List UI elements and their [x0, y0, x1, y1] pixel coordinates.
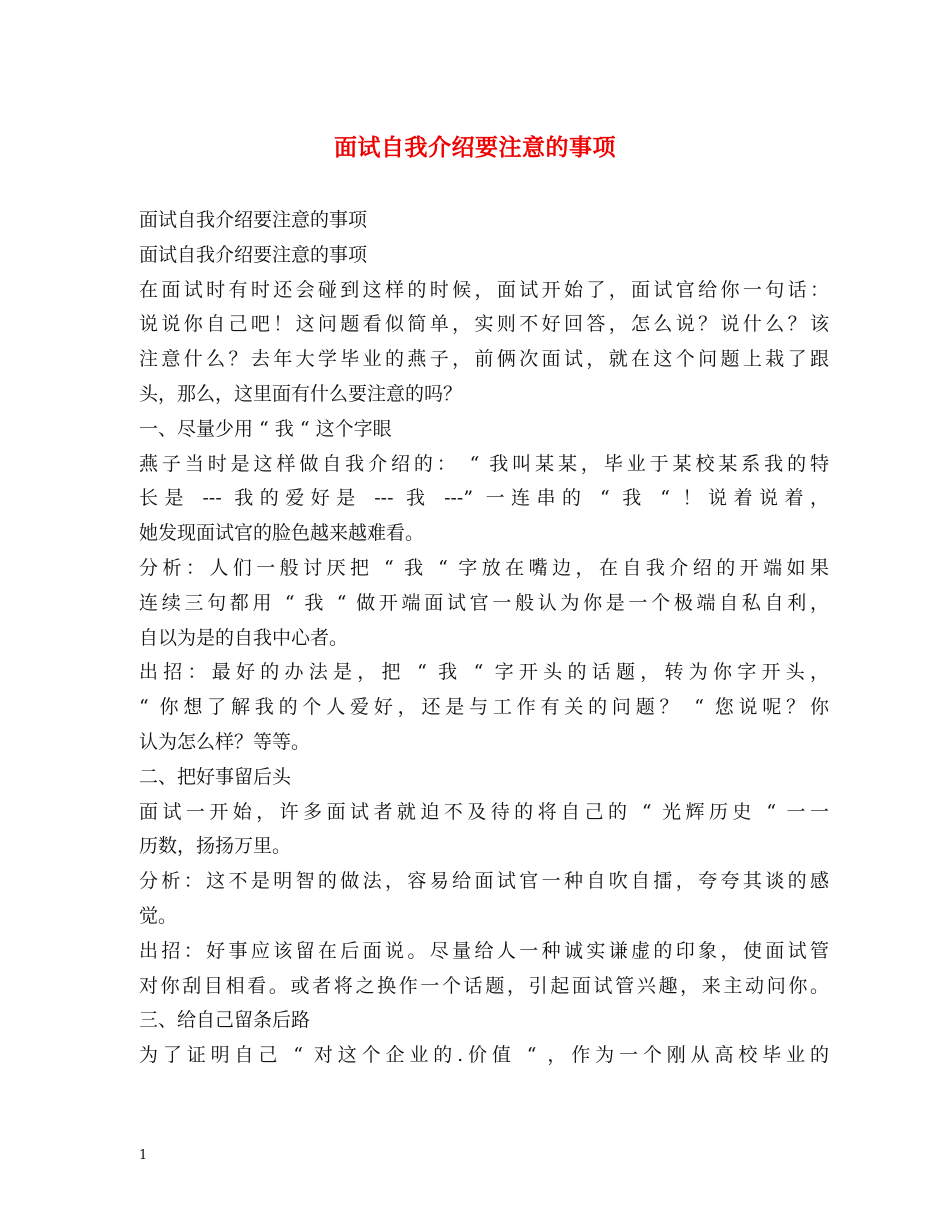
body-line: 认为怎么样？等等。 [139, 730, 311, 753]
body-line: 出招：好事应该留在后面说。尽量给人一种诚实谦虚的印象，使面试管 [139, 939, 829, 962]
body-line: 在面试时有时还会碰到这样的时候，面试开始了，面试官给你一句话： [139, 278, 829, 301]
body-line: 面试自我介绍要注意的事项 [139, 243, 368, 266]
body-line: 为了证明自己 “ 对这个企业的.价值 “ ，作为一个刚从高校毕业的 [139, 1044, 829, 1067]
body-line: 她发现面试官的脸色越来越难看。 [139, 522, 425, 545]
body-line: 燕子当时是这样做自我介绍的： “ 我叫某某，毕业于某校某系我的特 [139, 452, 829, 475]
body-line: 面试一开始，许多面试者就迫不及待的将自己的 “ 光辉历史 “ 一一 [139, 800, 829, 823]
body-line: 二、把好事留后头 [139, 765, 292, 788]
body-line: 注意什么？去年大学毕业的燕子，前俩次面试，就在这个问题上栽了跟 [139, 348, 829, 371]
body-line: 说说你自己吧！这问题看似简单，实则不好回答，怎么说？说什么？该 [139, 313, 829, 336]
body-line: 觉。 [139, 904, 178, 927]
body-line: 头，那么，这里面有什么要注意的吗？ [139, 382, 463, 405]
body-line: 分析：人们一般讨厌把 “ 我 “ 字放在嘴边，在自我介绍的开端如果 [139, 556, 829, 579]
body-line: “ 你想了解我的个人爱好，还是与工作有关的问题？ “ 您说呢？你 [139, 696, 829, 719]
page-number: 1 [139, 1148, 148, 1163]
body-line: 历数，扬扬万里。 [139, 835, 292, 858]
body-line: 自以为是的自我中心者。 [139, 626, 349, 649]
body-line: 三、给自己留条后路 [139, 1009, 311, 1032]
body-line: 出招：最好的办法是，把 “ 我 “ 字开头的话题，转为你字开头， [139, 661, 829, 684]
body-line: 对你刮目相看。或者将之换作一个话题，引起面试管兴趣，来主动问你。 [139, 974, 829, 997]
document-title: 面试自我介绍要注意的事项 [334, 134, 616, 161]
body-line: 分析：这不是明智的做法，容易给面试官一种自吹自擂，夸夸其谈的感 [139, 870, 829, 893]
body-line: 面试自我介绍要注意的事项 [139, 209, 368, 231]
body-line: 长是 --- 我的爱好是 --- 我 ---” 一连串的 “ 我 “ ！说着说着， [139, 487, 829, 510]
document-body [139, 203, 829, 1073]
body-line: 连续三句都用 “ 我 “ 做开端面试官一般认为你是一个极端自私自利， [139, 591, 829, 614]
body-line: 一、尽量少用 “ 我 “ 这个字眼 [139, 417, 392, 440]
